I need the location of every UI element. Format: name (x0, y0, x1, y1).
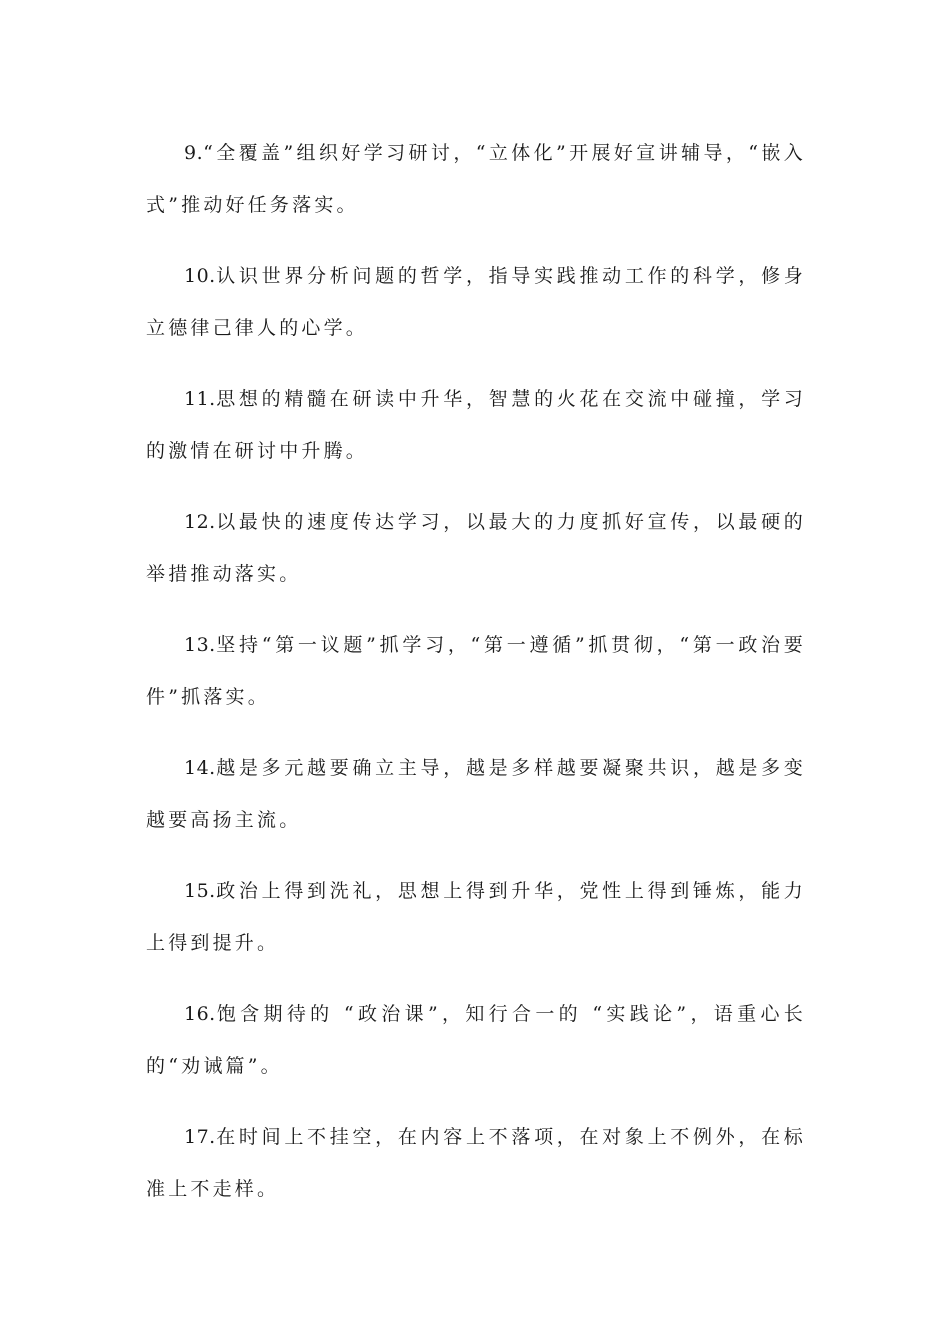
list-item (146, 373, 806, 477)
item-text: 政治上得到洗礼，思想上得到升华，党性上得到锤炼，能力上得到提升。 (146, 880, 806, 954)
item-text: 坚持“第一议题”抓学习，“第一遵循”抓贯彻，“第一政治要件”抓落实。 (146, 634, 806, 708)
list-item (146, 988, 806, 1092)
item-number: 9. (184, 142, 204, 164)
item-text: 认识世界分析问题的哲学，指导实践推动工作的科学，修身立德律己律人的心学。 (146, 265, 806, 339)
item-text: 在时间上不挂空，在内容上不落项，在对象上不例外，在标准上不走样。 (146, 1126, 806, 1200)
list-item (146, 1111, 806, 1215)
item-text: 越是多元越要确立主导，越是多样越要凝聚共识，越是多变越要高扬主流。 (146, 757, 806, 831)
item-number: 17. (184, 1126, 216, 1148)
list-item (146, 127, 806, 231)
document-body (146, 127, 806, 1234)
item-number: 16. (184, 1003, 216, 1025)
item-number: 11. (184, 388, 216, 410)
item-number: 13. (184, 634, 216, 656)
item-text: “全覆盖”组织好学习研讨，“立体化”开展好宣讲辅导，“嵌入式”推动好任务落实。 (146, 142, 806, 216)
item-number: 10. (184, 265, 216, 287)
list-item (146, 865, 806, 969)
item-number: 15. (184, 880, 216, 902)
item-text: 饱含期待的 “政治课”，知行合一的 “实践论”，语重心长的“劝诫篇”。 (146, 1003, 806, 1077)
item-text: 思想的精髓在研读中升华，智慧的火花在交流中碰撞，学习的激情在研讨中升腾。 (146, 388, 806, 462)
item-text: 以最快的速度传达学习，以最大的力度抓好宣传，以最硬的举措推动落实。 (146, 511, 806, 585)
item-number: 12. (184, 511, 216, 533)
list-item (146, 250, 806, 354)
item-number: 14. (184, 757, 216, 779)
list-item (146, 496, 806, 600)
list-item (146, 742, 806, 846)
list-item (146, 619, 806, 723)
